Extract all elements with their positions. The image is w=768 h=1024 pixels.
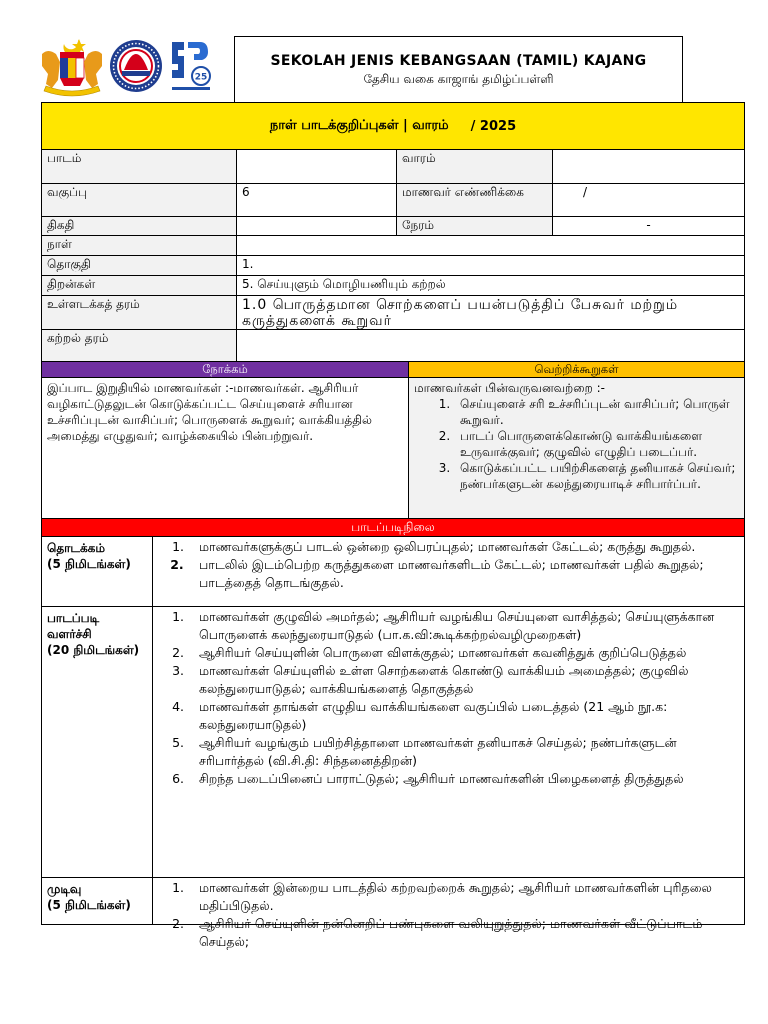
time-label: நேரம் <box>396 217 552 235</box>
stage-step: 2. ஆசிரியர் செய்யுளின் நன்னெறிப் பண்புகளை வலியுறுத்துதல்; மாணவர்கள் வீட்டுப்பாடம் செய்தல்; <box>188 915 739 951</box>
unit-value: 1. <box>236 256 744 275</box>
crest-banner <box>122 71 150 76</box>
sjk-s-mark-right-icon <box>188 42 208 60</box>
stage-name: பாடப்படி வளர்ச்சி <box>47 611 100 641</box>
sjk-caption-bar <box>172 87 210 90</box>
stage-label <box>42 607 152 877</box>
plan-year: / 2025 <box>470 118 517 134</box>
week-label: வாரம் <box>396 150 552 183</box>
plan-title: நாள் பாடக்குறிப்புகள் | வாரம் <box>269 118 449 133</box>
content-standard-label: உள்ளடக்கத் தரம் <box>42 296 236 329</box>
objectives-heading: நோக்கம் <box>42 362 408 377</box>
content-standard-value: 1.0 பொருத்தமான சொற்களைப் பயன்படுத்திப் பேசுவர் மற்றும் கருத்துகளைக் கூறுவர் <box>236 296 744 329</box>
stage-label <box>42 537 152 606</box>
school-header <box>234 36 683 102</box>
stage-step-list <box>158 538 739 592</box>
attendance-label: மாணவர் எண்ணிக்கை <box>396 184 552 216</box>
stage-steps <box>152 607 744 877</box>
subject-row <box>42 149 744 183</box>
success-criteria-item: 1. செய்யுளைச் சரி உச்சரிப்புடன் வாசிப்பர்; பொருள் கூறுவர். <box>454 396 739 428</box>
class-label: வகுப்பு <box>42 184 236 216</box>
shield-white-band <box>76 58 84 78</box>
plan-title-row <box>42 103 744 149</box>
stage-step: 2. ஆசிரியர் செய்யுளின் பொருளை விளக்குதல்; மாணவர்கள் கவனித்துக் குறிப்பெடுத்தல் <box>188 644 739 662</box>
unit-label: தொகுதி <box>42 256 236 275</box>
malaysia-coat-of-arms-logo <box>42 39 102 96</box>
objectives-text: இப்பாட இறுதியில் மாணவர்கள் :-மாணவர்கள். ஆசிரியர் வழிகாட்டுதலுடன் கொடுக்கப்பட்ட செய்யுளைச் சரியான உச்சரிப்புடன் வாசிப்பர்; பொருளைக் கூறுவர்; வாக்கியத்தில் அமைத்து எழுதுவர்; வாழ்க்கையில் பின்பற்றுவர். <box>47 381 372 443</box>
day-value <box>236 236 744 255</box>
stage-step: 6. சிறந்த படைப்பினைப் பாராட்டுதல்; ஆசிரியர் மாணவர்களின் பிழைகளைத் திருத்துதல் <box>188 770 739 788</box>
content-standard-row <box>42 295 744 329</box>
stage-duration: (20 நிமிடங்கள்) <box>47 643 140 657</box>
school-name: SEKOLAH JENIS KEBANGSAAN (TAMIL) KAJANG <box>270 53 647 69</box>
shield-blue-band <box>60 58 68 78</box>
school-logos <box>38 36 218 96</box>
subject-value <box>236 150 396 183</box>
success-criteria-list <box>414 396 739 492</box>
stage-steps <box>152 878 744 949</box>
stage-duration: (5 நிமிடங்கள்) <box>47 557 131 571</box>
success-criteria-cell <box>408 378 744 518</box>
objective-criteria-header-row <box>42 361 744 377</box>
stage-step: 2. பாடலில் இடம்பெற்ற கருத்துகளை மாணவர்களிடம் கேட்டல்; மாணவர்கள் பதில் கூறுதல்; பாடத்தைத் தொடங்குதல். <box>188 556 739 592</box>
stage-step: 1. மாணவர்களுக்குப் பாடல் ஒன்றை ஒலிபரப்புதல்; மாணவர்கள் கேட்டல்; கருத்து கூறுதல். <box>188 538 739 556</box>
class-row <box>42 183 744 216</box>
right-tiger-icon <box>84 51 102 88</box>
success-criteria-heading: வெற்றிக்கூறுகள் <box>408 362 744 377</box>
stage-step: 4. மாணவர்கள் தாங்கள் எழுதிய வாக்கியங்களை வகுப்பில் படைத்தல் (21 ஆம் நூ.க: கலந்துரையாடுதல்) <box>188 698 739 734</box>
shield-red-band <box>60 52 84 58</box>
stage-step: 1. மாணவர்கள் இன்றைய பாடத்தில் கற்றவற்றைக் கூறுதல்; ஆசிரியர் மாணவர்களின் புரிதலை மதிப்பிடுதல். <box>188 879 739 915</box>
week-value <box>552 150 744 183</box>
stage-row-introduction <box>42 536 744 606</box>
topic-label: திறன்கள் <box>42 276 236 295</box>
stage-label <box>42 878 152 924</box>
activities-heading-row <box>42 518 744 536</box>
stage-step: 1. மாணவர்கள் குழுவில் அமர்தல்; ஆசிரியர் வழங்கிய செய்யுளை வாசித்தல்; செய்யுளுக்கான பொருளைக் கலந்துரையாடுதல் (பா.க.வி:கூடிக்கற்றல்வழிமுறைகள்) <box>188 608 739 644</box>
shield-base <box>60 78 84 86</box>
stage-name: தொடக்கம் <box>47 541 105 555</box>
learning-standard-row <box>42 329 744 361</box>
activities-heading: பாடப்படிநிலை <box>351 519 435 534</box>
stage-steps <box>152 537 744 606</box>
success-criteria-item: 3. கொடுக்கப்பட்ட பயிற்சிகளைத் தனியாகச் செய்வர்; நண்பர்களுடன் கலந்துரையாடிச் சரிபார்ப்பர். <box>454 460 739 492</box>
motto-ribbon <box>44 86 100 96</box>
class-value: 6 <box>236 184 396 216</box>
day-label: நாள் <box>42 236 236 255</box>
stage-step: 3. மாணவர்கள் செய்யுளில் உள்ள சொற்களைக் கொண்டு வாக்கியம் அமைத்தல்; குழுவில் கலந்துரையாடுதல்; வாக்கியங்களைத் தொகுத்தல் <box>188 662 739 698</box>
unit-row <box>42 255 744 275</box>
learning-standard-value <box>236 330 744 361</box>
learning-standard-label: கற்றல் தரம் <box>42 330 236 361</box>
shield-yellow-band <box>68 58 76 78</box>
stage-row-closure <box>42 877 744 949</box>
stage-step-list <box>158 879 739 951</box>
attendance-value: / <box>552 184 744 216</box>
success-criteria-intro: மாணவர்கள் பின்வருவனவற்றை :- <box>414 381 605 395</box>
time-value: - <box>552 217 744 235</box>
subject-label: பாடம் <box>42 150 236 183</box>
left-tiger-icon <box>42 51 60 88</box>
day-row <box>42 235 744 255</box>
topic-value: 5. செய்யுளும் மொழியணியும் கற்றல் <box>236 276 744 295</box>
sjk-25-anniversary-logo <box>172 42 210 90</box>
date-label: திகதி <box>42 217 236 235</box>
date-value <box>236 217 396 235</box>
sjk-s-mark-icon <box>172 42 184 78</box>
stage-duration: (5 நிமிடங்கள்) <box>47 898 131 912</box>
lesson-plan-table <box>41 102 745 949</box>
stage-name: முடிவு <box>47 882 82 896</box>
topic-row <box>42 275 744 295</box>
objective-criteria-row <box>42 377 744 518</box>
school-name-tamil: தேசிய வகை காஜாங் தமிழ்ப்பள்ளி <box>363 72 554 86</box>
school-crest-logo <box>110 40 162 92</box>
stage-step: 5. ஆசிரியர் வழங்கும் பயிற்சித்தாளை மாணவர்கள் தனியாகச் செய்தல்; நண்பர்களுடன் சரிபார்த்தல் (வி.சி.தி: சிந்தனைத்திறன்) <box>188 734 739 770</box>
stage-row-development <box>42 606 744 877</box>
stage-step-list <box>158 608 739 788</box>
date-row <box>42 216 744 235</box>
success-criteria-item: 2. பாடப் பொருளைக்கொண்டு வாக்கியங்களை உருவாக்குவர்; குழுவில் எழுதிப் படைப்பர். <box>454 428 739 460</box>
anniversary-number: 25 <box>194 72 208 83</box>
